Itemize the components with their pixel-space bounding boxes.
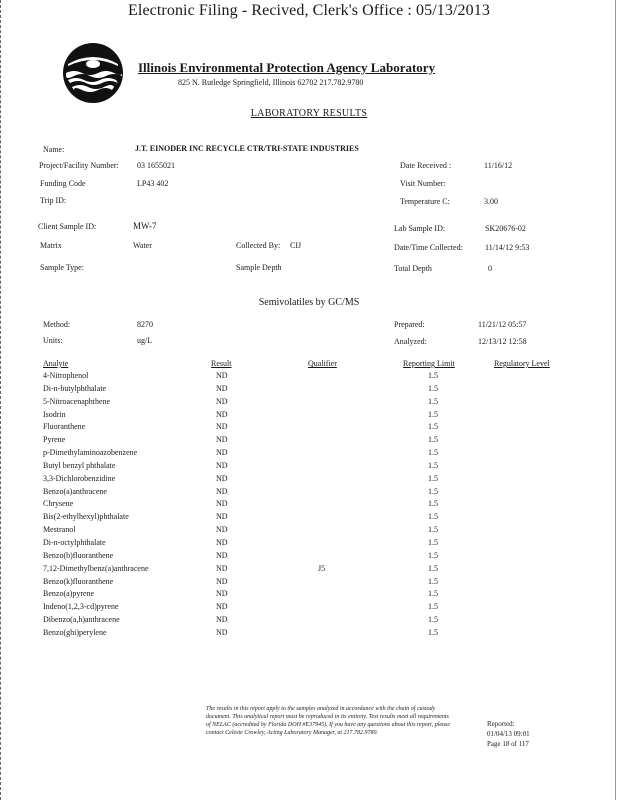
date-received-value: 11/16/12 [484,161,513,170]
trip-label: Trip ID: [40,196,67,205]
page-number: Page 18 of 117 [487,740,529,748]
funding-label: Funding Code [40,179,86,188]
reporting-limit-cell: 1.5 [428,409,438,419]
table-row [43,538,563,551]
table-row [43,499,563,512]
report-title: LABORATORY RESULTS [250,108,368,119]
reporting-limit-cell: 1.5 [428,460,438,470]
table-row [43,602,563,615]
section-title: Semivolatiles by GC/MS [258,297,360,308]
client-sample-value: MW-7 [133,221,157,231]
table-row [43,615,563,628]
analyzed-label: Analyzed: [394,337,427,346]
table-row [43,371,563,384]
total-depth-value: 0 [488,264,492,273]
analyzed-value: 12/13/12 12:58 [478,337,527,346]
collected-by-value: CIJ [290,241,302,250]
units-label: Units: [43,336,63,345]
visit-label: Visit Number: [400,179,446,188]
analyte-cell: Benzo(a)pyrene [43,589,95,599]
reporting-limit-cell: 1.5 [428,525,438,535]
result-cell: ND [216,576,228,586]
name-value: J.T. EINODER INC RECYCLE CTR/TRI-STATE INDUSTRIES [135,144,359,153]
result-cell: ND [216,602,228,612]
scan-edge-left [0,0,8,800]
analyte-cell: 5-Nitroacenaphthene [43,396,111,406]
table-row [43,577,563,590]
qualifier-cell: J5 [318,563,326,573]
sample-type-label: Sample Type: [40,263,84,272]
analyte-cell: Benzo(ghi)perylene [43,627,107,637]
table-row [43,448,563,461]
reporting-limit-cell: 1.5 [428,615,438,625]
total-depth-label: Total Depth [394,264,432,273]
funding-value: LP43 402 [137,179,169,188]
method-label: Method: [43,320,71,329]
reporting-limit-cell: 1.5 [428,512,438,522]
temperature-value: 3.00 [484,197,498,206]
analyte-cell: Di-n-butylphthalate [43,383,107,393]
reporting-limit-cell: 1.5 [428,371,438,380]
lab-sample-value: SK20676-02 [485,224,526,233]
analyte-cell: 4-Nitrophenol [43,371,89,380]
name-label: Name: [43,145,65,154]
analyte-cell: Mestranol [43,525,76,535]
analyte-cell: p-Dimethylaminoazobenzene [43,448,138,458]
result-cell: ND [216,499,228,509]
result-cell: ND [216,589,228,599]
iepa-logo-icon [62,42,124,104]
reporting-limit-cell: 1.5 [428,589,438,599]
units-value: ug/L [137,336,153,345]
result-cell: ND [216,486,228,496]
table-row [43,551,563,564]
matrix-label: Matrix [40,241,62,250]
analyte-cell: Pyrene [43,435,66,445]
prepared-value: 11/21/12 05:57 [478,320,527,329]
result-cell: ND [216,383,228,393]
analyte-cell: Benzo(a)anthracene [43,486,107,496]
reporting-limit-cell: 1.5 [428,537,438,547]
result-cell: ND [216,563,228,573]
analyte-cell: Di-n-octylphthalate [43,537,106,547]
reporting-limit-cell: 1.5 [428,627,438,637]
reporting-limit-cell: 1.5 [428,448,438,458]
analyte-cell: Butyl benzyl phthalate [43,460,116,470]
result-cell: ND [216,473,228,483]
prepared-label: Prepared: [394,320,425,329]
temperature-label: Temperature C: [400,197,450,206]
reporting-limit-cell: 1.5 [428,499,438,509]
reporting-limit-cell: 1.5 [428,383,438,393]
reporting-limit-cell: 1.5 [428,396,438,406]
reported-value: 01/04/13 09:01 [487,730,530,738]
result-cell: ND [216,537,228,547]
result-cell: ND [216,512,228,522]
scan-edge-right [614,0,616,800]
column-header-reporting-limit: Reporting Limit [403,359,455,368]
table-row [43,422,563,435]
agency-name: Illinois Environmental Protection Agency Laboratory [138,60,436,75]
column-header-qualifier: Qualifier [308,359,337,368]
reporting-limit-cell: 1.5 [428,435,438,445]
reporting-limit-cell: 1.5 [428,486,438,496]
table-row [43,410,563,423]
result-cell: ND [216,627,228,637]
analyte-cell: 7,12-Dimethylbenz(a)anthracene [43,563,149,573]
reporting-limit-cell: 1.5 [428,576,438,586]
reporting-limit-cell: 1.5 [428,422,438,432]
sample-depth-label: Sample Depth [236,263,282,272]
result-cell: ND [216,409,228,419]
table-row [43,435,563,448]
table-row [43,525,563,538]
result-cell: ND [216,371,228,380]
reporting-limit-cell: 1.5 [428,550,438,560]
reported-label: Reported: [487,720,515,728]
table-row [43,397,563,410]
analyte-cell: Bis(2-ethylhexyl)phthalate [43,512,129,522]
result-cell: ND [216,435,228,445]
project-value: 03 1655021 [137,161,175,170]
collected-by-label: Collected By: [236,241,281,250]
analyte-cell: Benzo(k)fluoranthene [43,576,114,586]
method-value: 8270 [137,320,153,329]
datetime-collected-label: Date/Time Collected: [394,243,463,252]
client-sample-label: Client Sample ID: [38,222,97,231]
column-header-result: Result [211,359,232,368]
table-row [43,628,563,641]
date-received-label: Date Received : [400,161,452,170]
analyte-cell: Chrysene [43,499,74,509]
column-header-analyte: Analyte [43,359,69,368]
table-row [43,512,563,525]
result-cell: ND [216,615,228,625]
matrix-value: Water [133,241,152,250]
result-cell: ND [216,460,228,470]
table-row [43,564,563,577]
project-label: Project/Facility Number: [39,161,119,170]
footnote: The results in this report apply to the samples analyzed in accordance with the chain of custody document. This analytical report must be reproduced in its entirety. Test results meet all requirements of NELAC (accredited by Florida DOH #E37945). If you have any questions about this report, please contact Celeste Crowley, Acting Laboratory Manager, at 217.782.9780. [206,706,451,736]
analyte-cell: Benzo(b)fluoranthene [43,550,114,560]
table-row [43,461,563,474]
table-row [43,487,563,500]
table-row [43,589,563,602]
agency-address: 825 N. Rutledge Springfield, Illinois 62702 217.782.9780 [178,78,364,87]
results-table [43,371,563,641]
report-footer [487,719,530,749]
datetime-collected-value: 11/14/12 9:53 [485,243,530,252]
analyte-cell: Fluoranthene [43,422,86,432]
analyte-cell: Isodrin [43,409,66,419]
reporting-limit-cell: 1.5 [428,473,438,483]
analyte-cell: Indeno(1,2,3-cd)pyrene [43,602,119,612]
analyte-cell: 3,3-Dichlorobenzidine [43,473,116,483]
reporting-limit-cell: 1.5 [428,602,438,612]
result-cell: ND [216,550,228,560]
table-row [43,384,563,397]
lab-sample-label: Lab Sample ID: [394,224,446,233]
reporting-limit-cell: 1.5 [428,563,438,573]
analyte-cell: Dibenzo(a,h)anthracene [43,615,120,625]
result-cell: ND [216,396,228,406]
column-header-regulatory-level: Regulatory Level [494,359,550,368]
table-row [43,474,563,487]
filing-stamp: Electronic Filing - Recived, Clerk's Office : 05/13/2013 [128,2,490,19]
result-cell: ND [216,525,228,535]
result-cell: ND [216,448,228,458]
result-cell: ND [216,422,228,432]
